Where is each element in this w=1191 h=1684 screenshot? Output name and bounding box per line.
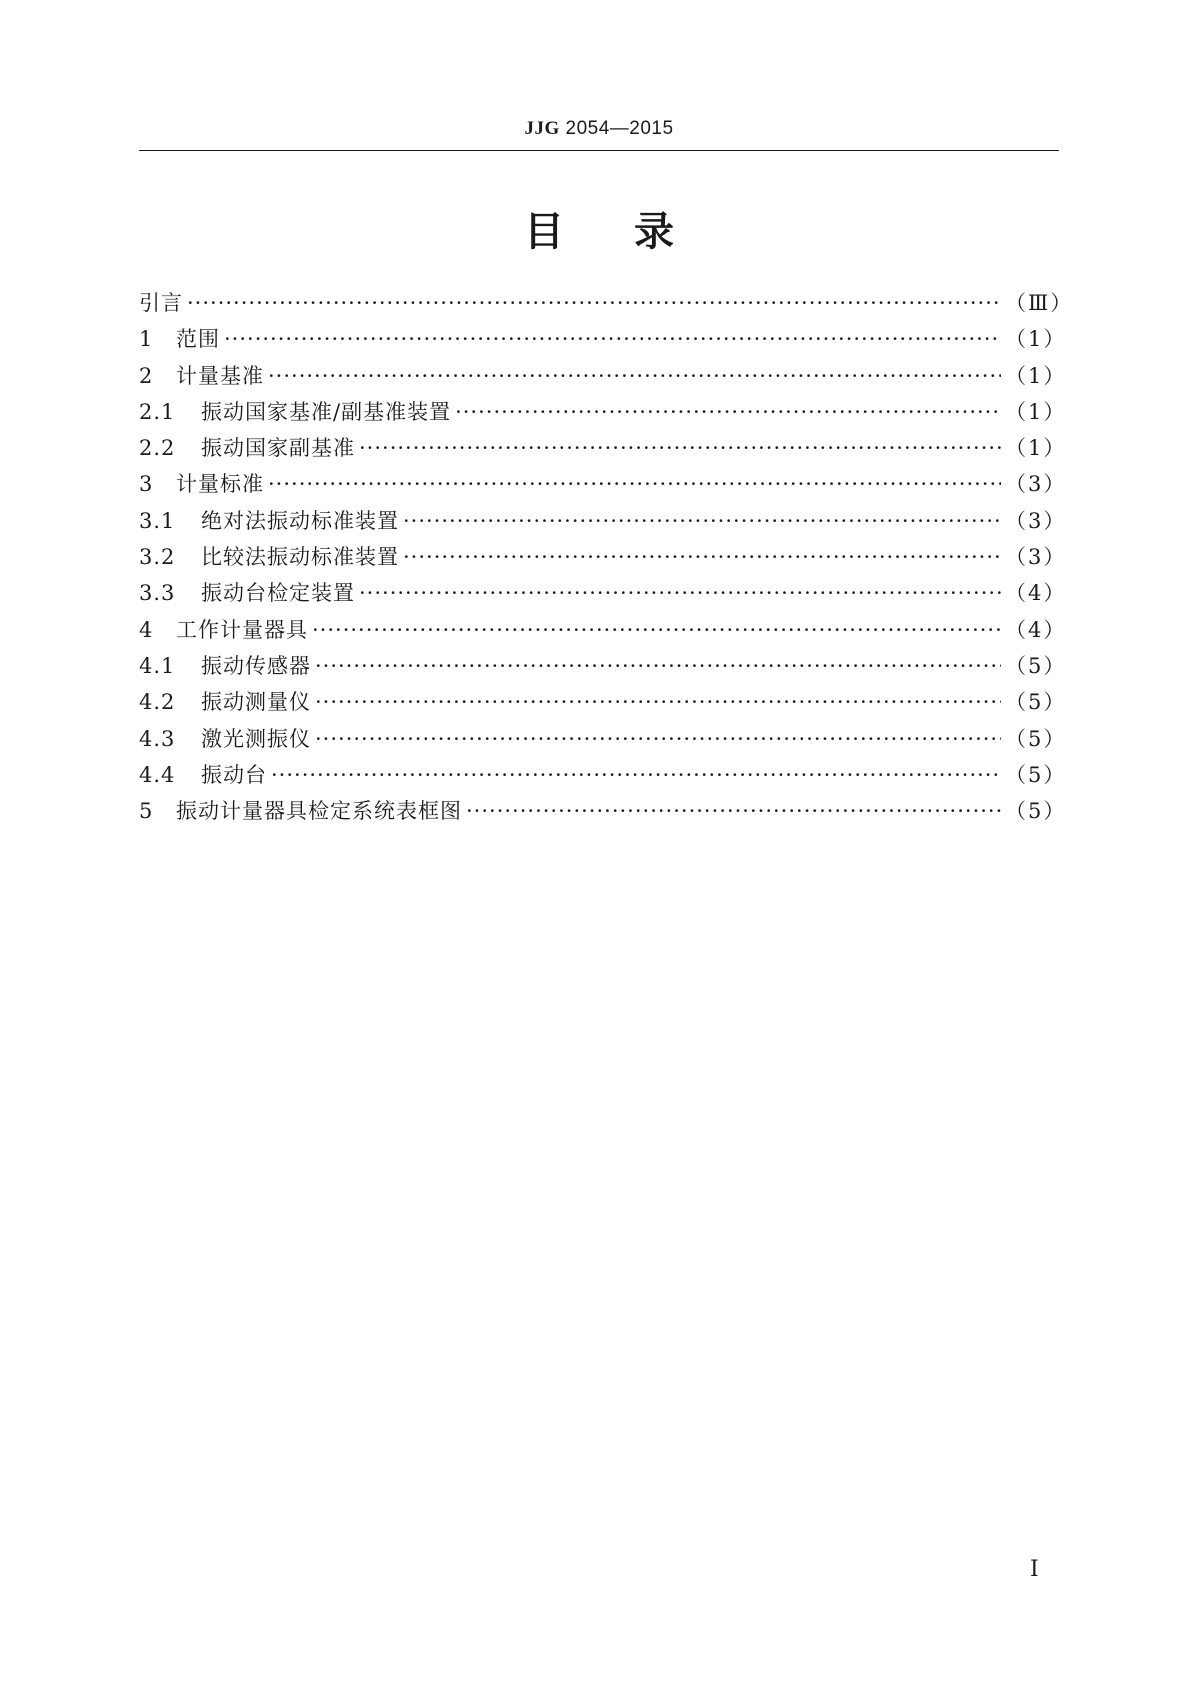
dot-leader xyxy=(312,618,1001,642)
toc-entry-page: （5） xyxy=(1005,653,1067,678)
dot-leader xyxy=(315,654,1001,678)
toc-entry-label: 振动测量仪 xyxy=(201,690,311,715)
toc-entry-number: 4.4 xyxy=(139,762,176,787)
toc-entry-number: 2.1 xyxy=(139,399,176,424)
dot-leader xyxy=(187,291,1001,315)
toc-entry-page: （3） xyxy=(1005,472,1067,497)
toc-entry-label: 工作计量器具 xyxy=(176,617,308,642)
dot-leader xyxy=(466,799,1001,823)
toc-entry-number: 2 xyxy=(139,363,154,388)
toc-entry-3-1[interactable] xyxy=(139,505,1067,541)
toc-entry-page: （4） xyxy=(1005,617,1067,642)
toc-entry-label: 范围 xyxy=(176,327,220,352)
toc-entry-number: 3.1 xyxy=(139,508,176,533)
dot-leader xyxy=(268,472,1001,496)
toc-title-char-1: 目 xyxy=(524,209,564,255)
toc-entry-2[interactable] xyxy=(139,360,1067,396)
toc-entry-number: 4.2 xyxy=(139,690,176,715)
toc-entry-label: 计量标准 xyxy=(176,472,264,497)
dot-leader xyxy=(315,727,1001,751)
toc-entry-number: 2.2 xyxy=(139,436,176,461)
toc-entry-page: （1） xyxy=(1005,399,1067,424)
toc-entry-label: 计量基准 xyxy=(176,363,264,388)
toc-entry-page: （5） xyxy=(1005,762,1067,787)
toc-entry-number: 5 xyxy=(139,799,154,824)
toc-entry-page: （5） xyxy=(1005,726,1067,751)
toc-entry-2-2[interactable] xyxy=(139,432,1067,468)
toc-entry-label: 激光测振仪 xyxy=(201,726,311,751)
toc-entry-page: （Ⅲ） xyxy=(1005,291,1074,315)
toc-entry-4-4[interactable] xyxy=(139,759,1067,795)
toc-entry-page: （3） xyxy=(1005,545,1067,570)
toc-entry-number: 3.3 xyxy=(139,581,176,606)
dot-leader xyxy=(268,364,1001,388)
toc-entry-3[interactable] xyxy=(139,468,1067,504)
toc-entry-number: 4.1 xyxy=(139,653,176,678)
dot-leader xyxy=(455,400,1001,424)
standard-number: 2054—2015 xyxy=(565,118,674,139)
toc-entry-page: （1） xyxy=(1005,436,1067,461)
page-number: Ⅰ xyxy=(1030,1557,1039,1582)
toc-entry-label: 振动台检定装置 xyxy=(201,581,355,606)
toc-entry-label: 绝对法振动标准装置 xyxy=(201,508,399,533)
toc-entry-page: （1） xyxy=(1005,363,1067,388)
toc-entry-label: 振动台 xyxy=(201,762,267,787)
standard-code: JJG xyxy=(524,118,560,139)
toc-entry-page: （4） xyxy=(1005,581,1067,606)
toc-entry-number: 1 xyxy=(139,327,154,352)
dot-leader xyxy=(271,763,1001,787)
toc-entry-label: 比较法振动标准装置 xyxy=(201,545,399,570)
toc-title-char-2: 录 xyxy=(634,209,674,255)
toc-title xyxy=(139,200,1059,257)
dot-leader xyxy=(359,436,1001,460)
toc-entry-label: 引言 xyxy=(139,291,183,315)
toc-entry-page: （3） xyxy=(1005,508,1067,533)
toc-entry-1[interactable] xyxy=(139,323,1067,359)
toc-entry-label: 振动传感器 xyxy=(201,653,311,678)
toc-entry-label: 振动国家基准/副基准装置 xyxy=(201,399,452,424)
toc-entry-number: 4 xyxy=(139,617,154,642)
dot-leader xyxy=(315,690,1001,714)
toc-entry-page: （5） xyxy=(1005,690,1067,715)
toc-entry-page: （1） xyxy=(1005,327,1067,352)
toc-entry-label: 振动计量器具检定系统表框图 xyxy=(176,799,462,824)
toc-entry-3-2[interactable] xyxy=(139,541,1067,577)
toc-entry-number: 4.3 xyxy=(139,726,176,751)
dot-leader xyxy=(224,327,1001,351)
dot-leader xyxy=(403,509,1001,533)
toc-entry-page: （5） xyxy=(1005,799,1067,824)
running-header xyxy=(139,118,1059,140)
dot-leader xyxy=(403,545,1001,569)
toc-entry-number: 3.2 xyxy=(139,545,176,570)
header-rule xyxy=(139,150,1059,151)
toc-entry-4-2[interactable] xyxy=(139,686,1067,722)
toc-entry-4[interactable] xyxy=(139,614,1067,650)
toc-entry-label: 振动国家副基准 xyxy=(201,436,355,461)
table-of-contents xyxy=(139,287,1074,831)
toc-entry-4-1[interactable] xyxy=(139,650,1067,686)
toc-entry-5[interactable] xyxy=(139,795,1067,831)
toc-entry-number: 3 xyxy=(139,472,154,497)
toc-entry-intro[interactable] xyxy=(139,287,1074,323)
toc-entry-2-1[interactable] xyxy=(139,396,1067,432)
dot-leader xyxy=(359,581,1001,605)
toc-entry-3-3[interactable] xyxy=(139,577,1067,613)
toc-entry-4-3[interactable] xyxy=(139,723,1067,759)
